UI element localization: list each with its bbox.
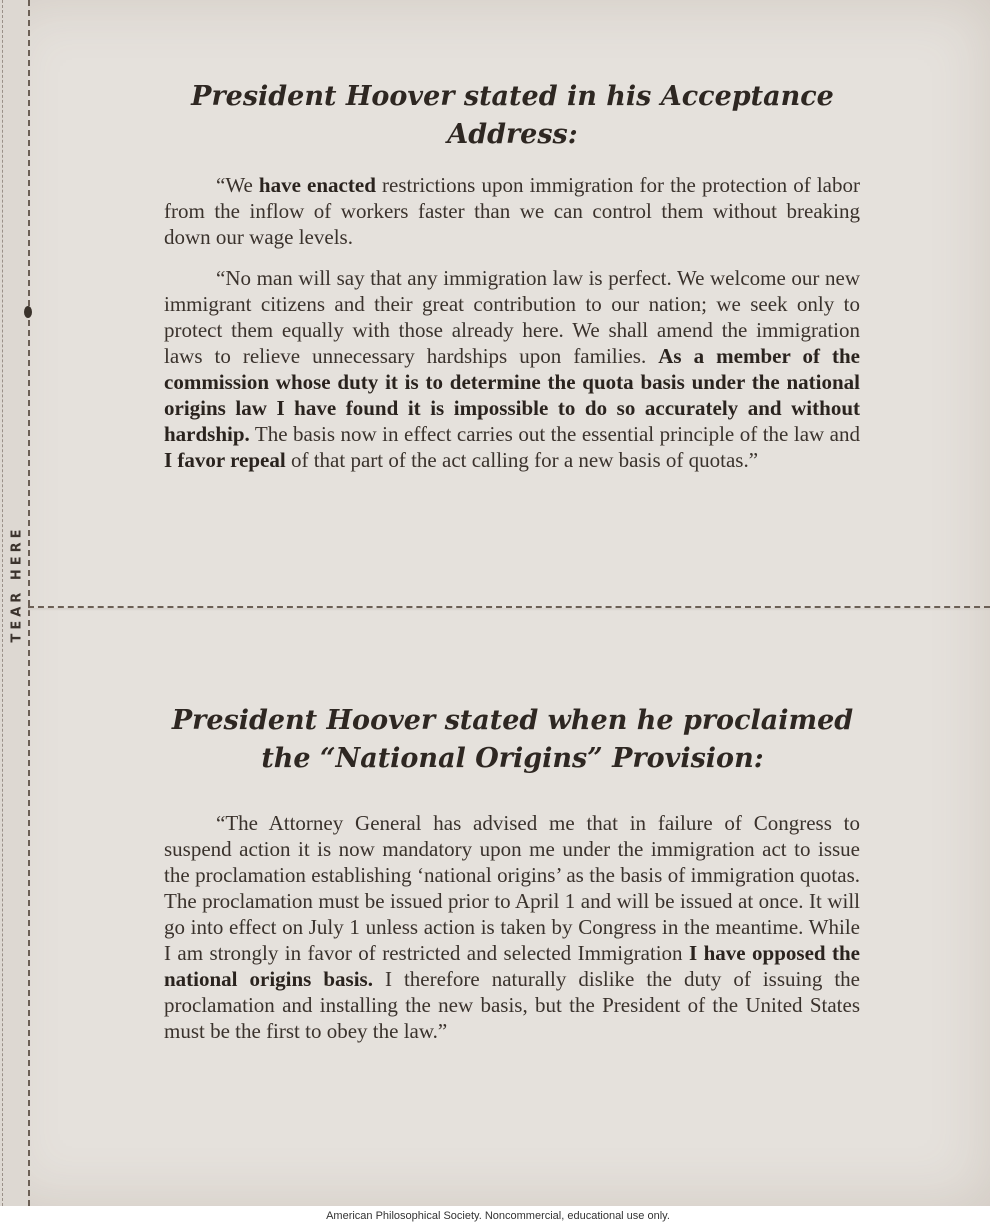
footer-credit: American Philosophical Society. Noncommercial, educational use only. [326, 1210, 670, 1222]
bold-text-run: have enacted [258, 173, 376, 197]
tear-here-label: TEAR HERE [9, 525, 25, 643]
text-run: The basis now in effect carries out the essential principle of the law and [249, 422, 860, 446]
text-run: restrictions upon immigration for the protection of labor from the inflow of workers faster than we can control them without breaking down our wage levels. [164, 173, 860, 249]
pin-hole [24, 306, 32, 318]
left-edge-perforation [2, 0, 3, 1206]
text-run: “The Attorney General has advised me that in failure of Congress to suspend action it is now mandatory upon me under the immigration act to issue the proclamation establishing ‘national origins’ as the basis of immigration quotas. The proclamation must be issued prior to April 1 and will be issued at once. It will go into effect on July 1 unless action is taken by Congress in the meantime. While I am strongly in favor of restricted and selected Immigration [164, 811, 860, 965]
text-run: “No man will say that any immigration law is perfect. We welcome our new immigrant citizens and their great contribution to our nation; we seek only to protect them equally with those already here. We shall amend the immigration laws to relieve unnecessary hardships upon families. [164, 266, 860, 368]
bold-text-run: I have opposed the national origins basis. [164, 941, 860, 991]
vertical-perforation [28, 0, 30, 1206]
bold-text-run: I favor repeal [164, 448, 286, 472]
section1-heading: President Hoover stated in his Acceptance Address: [191, 81, 834, 150]
section1-paragraph1 [164, 172, 860, 250]
section2-paragraph1 [164, 810, 860, 1044]
text-run: of that part of the act calling for a new basis of quotas.” [285, 448, 759, 472]
text-run: I therefore naturally dislike the duty of issuing the proclamation and installing the new basis, but the President of the United States must be the first to obey the law.” [164, 967, 860, 1043]
section2-heading: President Hoover stated when he proclaimed the “National Origins” Provision: [171, 705, 854, 774]
fold-crease [28, 608, 990, 611]
text-run: “We [216, 173, 259, 197]
bold-text-run: As a member of the commission whose duty it is to determine the quota basis under the national origins law I have found it is impossible to do so accurately and without hardship. [164, 344, 860, 446]
section1-paragraph2 [164, 265, 860, 473]
